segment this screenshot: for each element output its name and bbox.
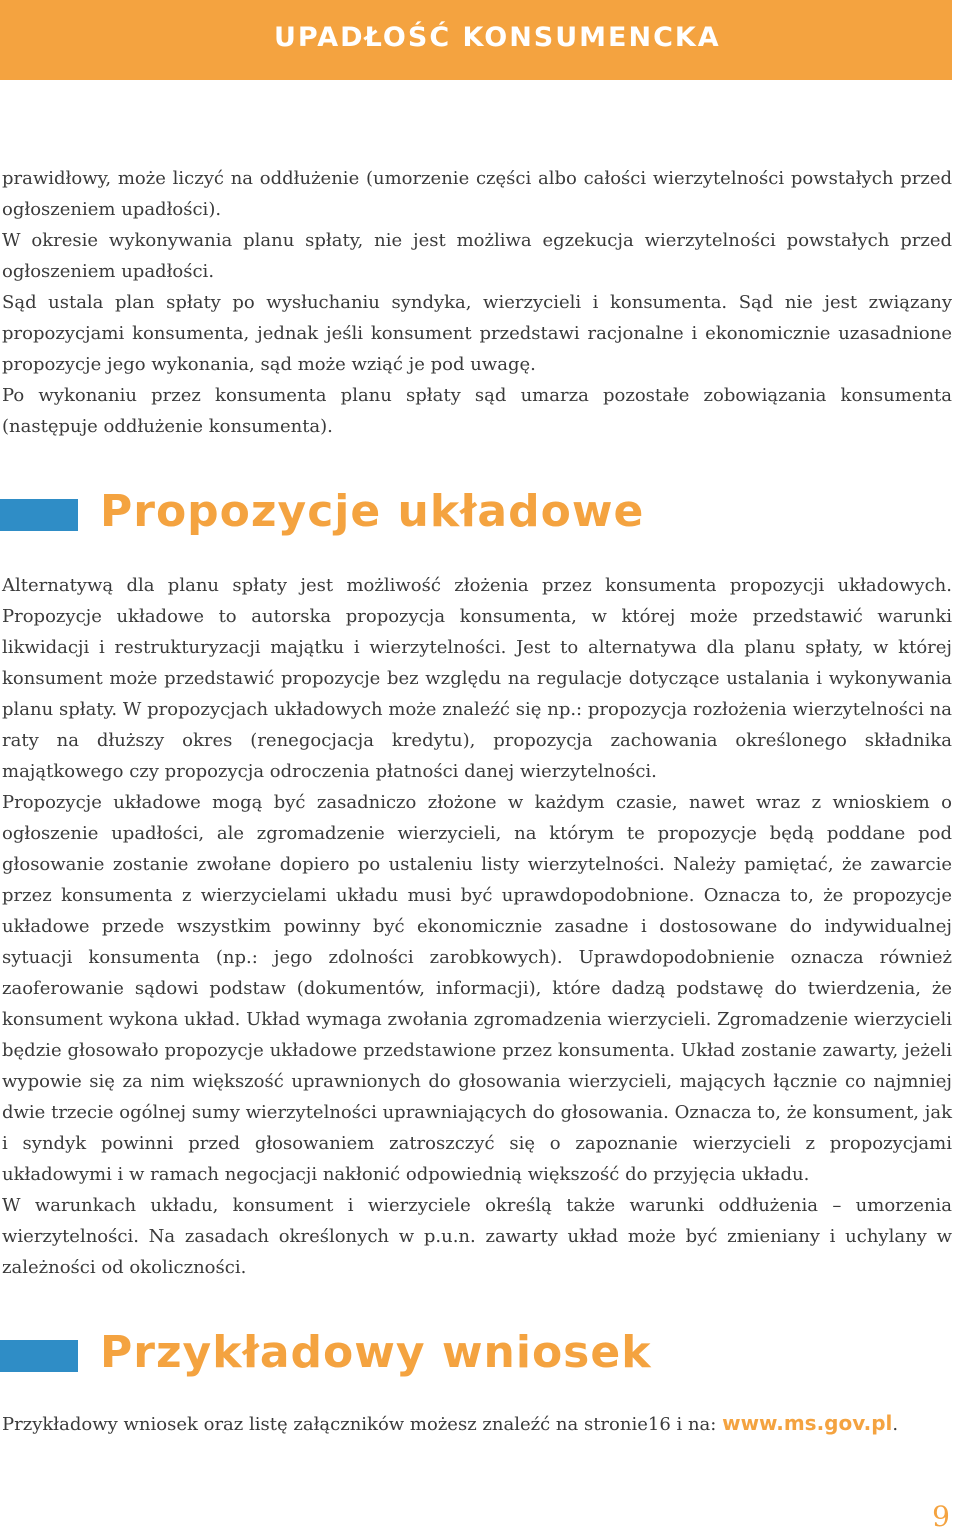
header-bar — [0, 0, 952, 80]
section-paragraph-3: W warunkach układu, konsument i wierzyciele określą także warunki oddłużenia – umorzenia wierzytelności. Na zasadach określonych w p.u.n. zawarty układ może być zmieniany i uchylany w zależności od okoliczności. — [2, 1195, 952, 1278]
section-body — [2, 1411, 952, 1435]
section-heading: Przykładowy wniosek — [100, 1327, 652, 1378]
section-paragraph-1: Alternatywą dla planu spłaty jest możliwość złożenia przez konsumenta propozycji układowych. Propozycje układowe to autorska propozycja konsumenta, w której może przedstawić warunki likwidacji i restrukturyzacji majątku i wierzytelności. Jest to alternatywa dla planu spłaty, w której konsument może przedstawić propozycje bez względu na regulacje dotyczące ustalania i wykonywania planu spłaty. W propozycjach układowych może znaleźć się np.: propozycja rozłożenia wierzytelności na raty na dłuższy okres (renegocjacja kredytu), propozycja zachowania określonego składnika majątkowego czy propozycja odroczenia płatności danej wierzytelności. — [2, 575, 952, 782]
intro-paragraph-4: Po wykonaniu przez konsumenta planu spłaty sąd umarza pozostałe zobowiązania konsumenta (następuje oddłużenie konsumenta). — [2, 385, 952, 437]
example-text: Przykładowy wniosek oraz listę załączników możesz znaleźć na stronie16 i na: — [2, 1414, 723, 1435]
intro-paragraph-3: Sąd ustala plan spłaty po wysłuchaniu syndyka, wierzycieli i konsumenta. Sąd nie jest związany propozycjami konsumenta, jednak jeśli konsument przedstawi racjonalne i ekonomicznie uzasadnione propozycje jego wykonania, sąd może wziąć je pod uwagę. — [2, 292, 952, 375]
example-suffix: . — [892, 1414, 899, 1435]
intro-paragraph-1: prawidłowy, może liczyć na oddłużenie (umorzenie części albo całości wierzytelności powstałych przed ogłoszeniem upadłości). — [2, 168, 952, 220]
section-heading: Propozycje układowe — [100, 486, 645, 537]
section-marker — [0, 499, 78, 531]
section-body — [2, 570, 952, 1283]
intro-paragraph-2: W okresie wykonywania planu spłaty, nie jest możliwa egzekucja wierzytelności powstałych przed ogłoszeniem upadłości. — [2, 230, 952, 282]
example-line — [2, 1411, 952, 1435]
section-paragraph-2: Propozycje układowe mogą być zasadniczo złożone w każdym czasie, nawet wraz z wnioskiem o ogłoszenie upadłości, ale zgromadzenie wierzycieli, na którym te propozycje będą poddane pod głosowanie zostanie zwołane dopiero po ustaleniu listy wierzytelności. Należy pamiętać, że zawarcie przez konsumenta z wierzycielami układu musi być uprawdopodobnione. Oznacza to, że propozycje układowe przede wszystkim powinny być ekonomicznie zasadne i dostosowane do indywidualnej sytuacji konsumenta (np.: jego zdolności zarobkowych). Uprawdopodobnienie oznacza również zaoferowanie sądowi podstaw (dokumentów, informacji), które dadzą podstawę do twierdzenia, że konsument wykona układ. Układ wymaga zwołania zgromadzenia wierzycieli. Zgromadzenie wierzycieli będzie głosowało propozycje układowe przedstawione przez konsumenta. Układ zostanie zawarty, jeżeli wypowie się za nim większość uprawnionych do głosowania wierzycieli, mających łącznie co najmniej dwie trzecie ogólnej sumy wierzytelności uprawniających do głosowania. Oznacza to, że konsument, jak i syndyk powinni przed głosowaniem zatroszczyć się o zapoznanie wierzycieli z propozycjami układowymi i w ramach negocjacji nakłonić odpowiednią większość do przyjęcia układu. — [2, 792, 952, 1185]
section-marker — [0, 1340, 78, 1372]
page-number: 9 — [932, 1500, 950, 1533]
intro-text — [2, 163, 952, 442]
header-title: UPADŁOŚĆ KONSUMENCKA — [274, 22, 721, 53]
ms-gov-link[interactable]: www.ms.gov.pl — [722, 1411, 893, 1435]
